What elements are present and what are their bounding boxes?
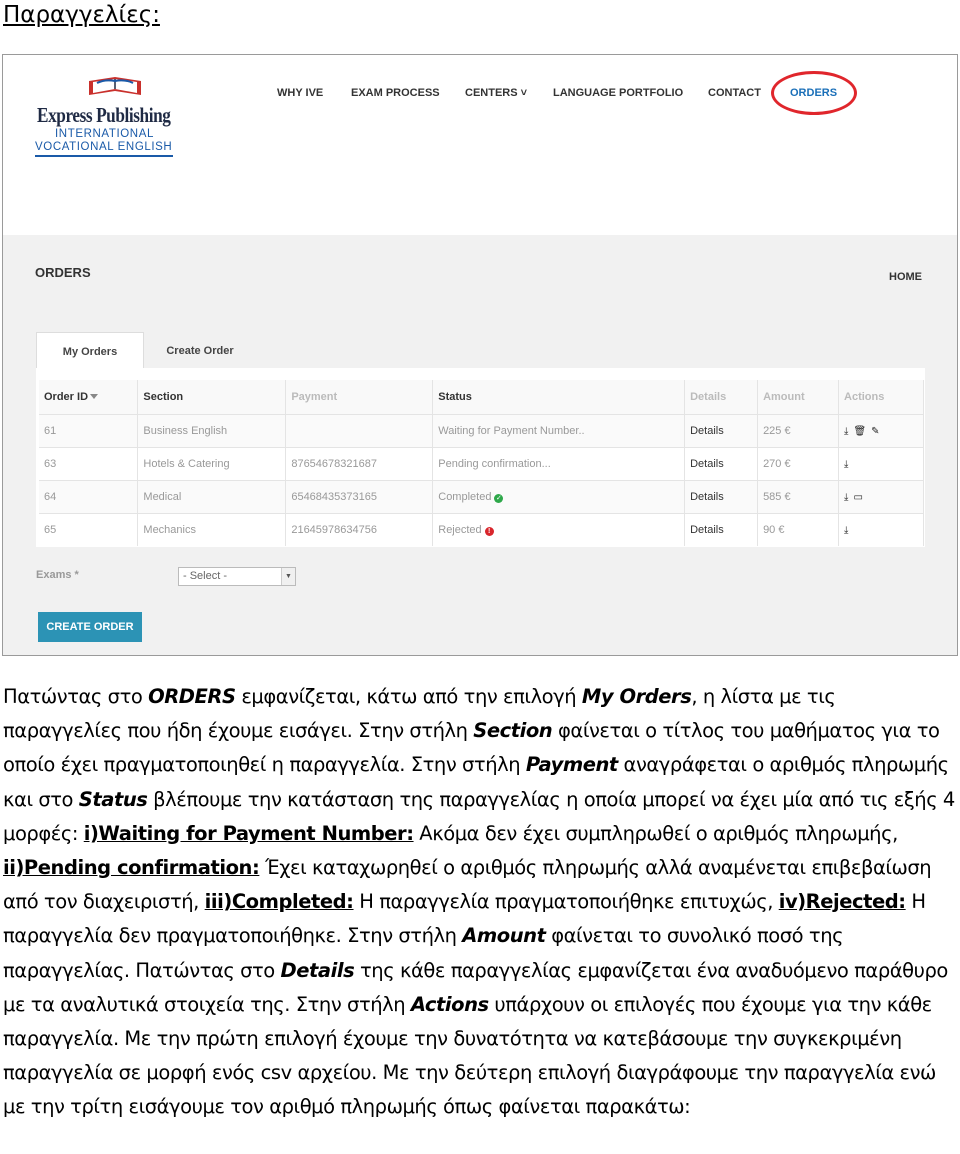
col-details[interactable]: Details [685, 380, 758, 414]
sort-caret-icon [90, 394, 98, 399]
cell-status: Rejected ! [433, 513, 685, 546]
logo-line-1: INTERNATIONAL [55, 128, 154, 140]
tab-create-order[interactable]: Create Order [166, 345, 234, 357]
nav-contact[interactable]: CONTACT [708, 87, 761, 99]
nav-centers[interactable]: CENTERS ˅ [465, 87, 528, 99]
cell-amount: 225 € [758, 414, 839, 447]
logo-line-2: VOCATIONAL ENGLISH [35, 141, 173, 153]
logo-brand: Express Publishing [37, 103, 171, 127]
book-logo-icon [85, 73, 145, 99]
details-link[interactable]: Details [685, 480, 758, 513]
cell-actions [839, 513, 924, 546]
description-paragraph: Πατώντας στο ORDERS εμφανίζεται, κάτω από την επιλογή My Orders, η λίστα με τις παραγγελίες που ήδη έχουμε εισάγει. Στην στήλη Section φαίνεται ο τίτλος του μαθήματος για το οποίο έχει πραγματοποιηθεί η παραγγελία. Στην στήλη Payment αναγράφεται ο αριθμός πληρωμής και στο Status βλέπουμε την κατάσταση της παραγγελίας η οποία μπορεί να έχει μία από τις εξής 4 μορφές: i)Waiting for Payment Number: Ακόμα δεν έχει συμπληρωθεί ο αριθμός πληρωμής, ii)Pending confirmation: Έχει καταχωρηθεί ο αριθμός πληρωμής αλλά αναμένεται επιβεβαίωση από τον διαχειριστή, iii)Completed: Η παραγγελία πραγματοποιήθηκε επιτυχώς, iv)Rejected: Η παραγγελία δεν πραγματοποιήθηκε. Στην στήλη Amount φαίνεται το συνολικό ποσό της παραγγελίας. Πατώντας στο Details της κάθε παραγγελίας εμφανίζεται ένα αναδυόμενο παράθυρο με τα αναλυτικά στοιχεία της. Στην στήλη Actions υπάρχουν οι επιλογές που έχουμε για την κάθε παραγγελία. Με την πρώτη επιλογή έχουμε την δυνατότητα να κατεβάσουμε την συγκεκριμένη παραγγελία σε μορφή ενός csv αρχείου. Με την δεύτερη επιλογή διαγράφουμε την παραγγελία ενώ με την τρίτη εισάγουμε τον αριθμό πληρωμής όπως φαίνεται παρακάτω: [3, 685, 955, 1119]
nav-orders[interactable]: ORDERS [790, 87, 838, 99]
col-payment[interactable]: Payment [286, 380, 433, 414]
cell-actions [839, 480, 924, 513]
table-row [39, 513, 924, 546]
cell-order-id: 64 [39, 480, 138, 513]
col-section[interactable]: Section [138, 380, 286, 414]
logo-rule [35, 155, 173, 157]
orders-screenshot [2, 54, 958, 656]
chevron-down-icon: ▼ [281, 568, 295, 585]
col-order-id[interactable]: Order ID [39, 380, 138, 414]
cell-payment: 65468435373165 [286, 480, 433, 513]
orders-highlight-ring [771, 71, 857, 115]
cell-section: Medical [138, 480, 286, 513]
exams-label: Exams * [36, 569, 79, 581]
nav-exam-process[interactable]: EXAM PROCESS [351, 87, 440, 99]
table-row [39, 447, 924, 480]
section-title: ORDERS [35, 265, 91, 280]
home-link[interactable]: HOME [889, 271, 922, 283]
orders-table-wrap [36, 368, 925, 547]
cell-order-id: 61 [39, 414, 138, 447]
create-order-button[interactable]: CREATE ORDER [38, 612, 142, 642]
download-icon[interactable]: ⤓ [844, 458, 849, 470]
col-amount[interactable]: Amount [758, 380, 839, 414]
orders-table [39, 380, 924, 546]
download-icon[interactable]: ⤓ [844, 524, 849, 536]
site-header [3, 55, 957, 235]
col-actions[interactable]: Actions [839, 380, 924, 414]
page-title: Παραγγελίες: [3, 2, 160, 28]
express-publishing-logo[interactable] [35, 71, 185, 161]
cell-order-id: 65 [39, 513, 138, 546]
details-link[interactable]: Details [685, 447, 758, 480]
cell-status: Pending confirmation... [433, 447, 685, 480]
cell-amount: 585 € [758, 480, 839, 513]
table-row [39, 414, 924, 447]
details-link[interactable]: Details [685, 513, 758, 546]
nav-language-portfolio[interactable]: LANGUAGE PORTFOLIO [553, 87, 684, 99]
cell-section: Business English [138, 414, 286, 447]
cell-payment: 87654678321687 [286, 447, 433, 480]
download-icon[interactable]: ⤓ [844, 491, 849, 503]
tab-my-orders[interactable]: My Orders [36, 332, 144, 368]
cell-actions [839, 447, 924, 480]
cell-section: Mechanics [138, 513, 286, 546]
cell-amount: 90 € [758, 513, 839, 546]
cell-amount: 270 € [758, 447, 839, 480]
credit-card-icon[interactable]: ▭ [853, 491, 863, 503]
check-circle-icon: ✓ [496, 494, 502, 502]
cell-status: Completed ✓ [433, 480, 685, 513]
exams-select-value: - Select - [183, 570, 228, 582]
exclamation-circle-icon: ! [485, 527, 494, 536]
cell-section: Hotels & Catering [138, 447, 286, 480]
cell-order-id: 63 [39, 447, 138, 480]
cell-payment [286, 414, 433, 447]
download-icon[interactable]: ⤓ [844, 425, 849, 437]
table-row [39, 480, 924, 513]
edit-icon[interactable]: ✎ [871, 425, 880, 437]
details-link[interactable]: Details [685, 414, 758, 447]
cell-actions [839, 414, 924, 447]
exams-select[interactable] [178, 567, 296, 586]
table-header-row [39, 380, 924, 414]
cell-status: Waiting for Payment Number.. [433, 414, 685, 447]
trash-icon[interactable]: 🗑 [853, 425, 867, 437]
orders-panel [36, 332, 925, 547]
cell-payment: 21645978634756 [286, 513, 433, 546]
nav-why-ive[interactable]: WHY IVE [277, 87, 324, 99]
col-status[interactable]: Status [433, 380, 685, 414]
